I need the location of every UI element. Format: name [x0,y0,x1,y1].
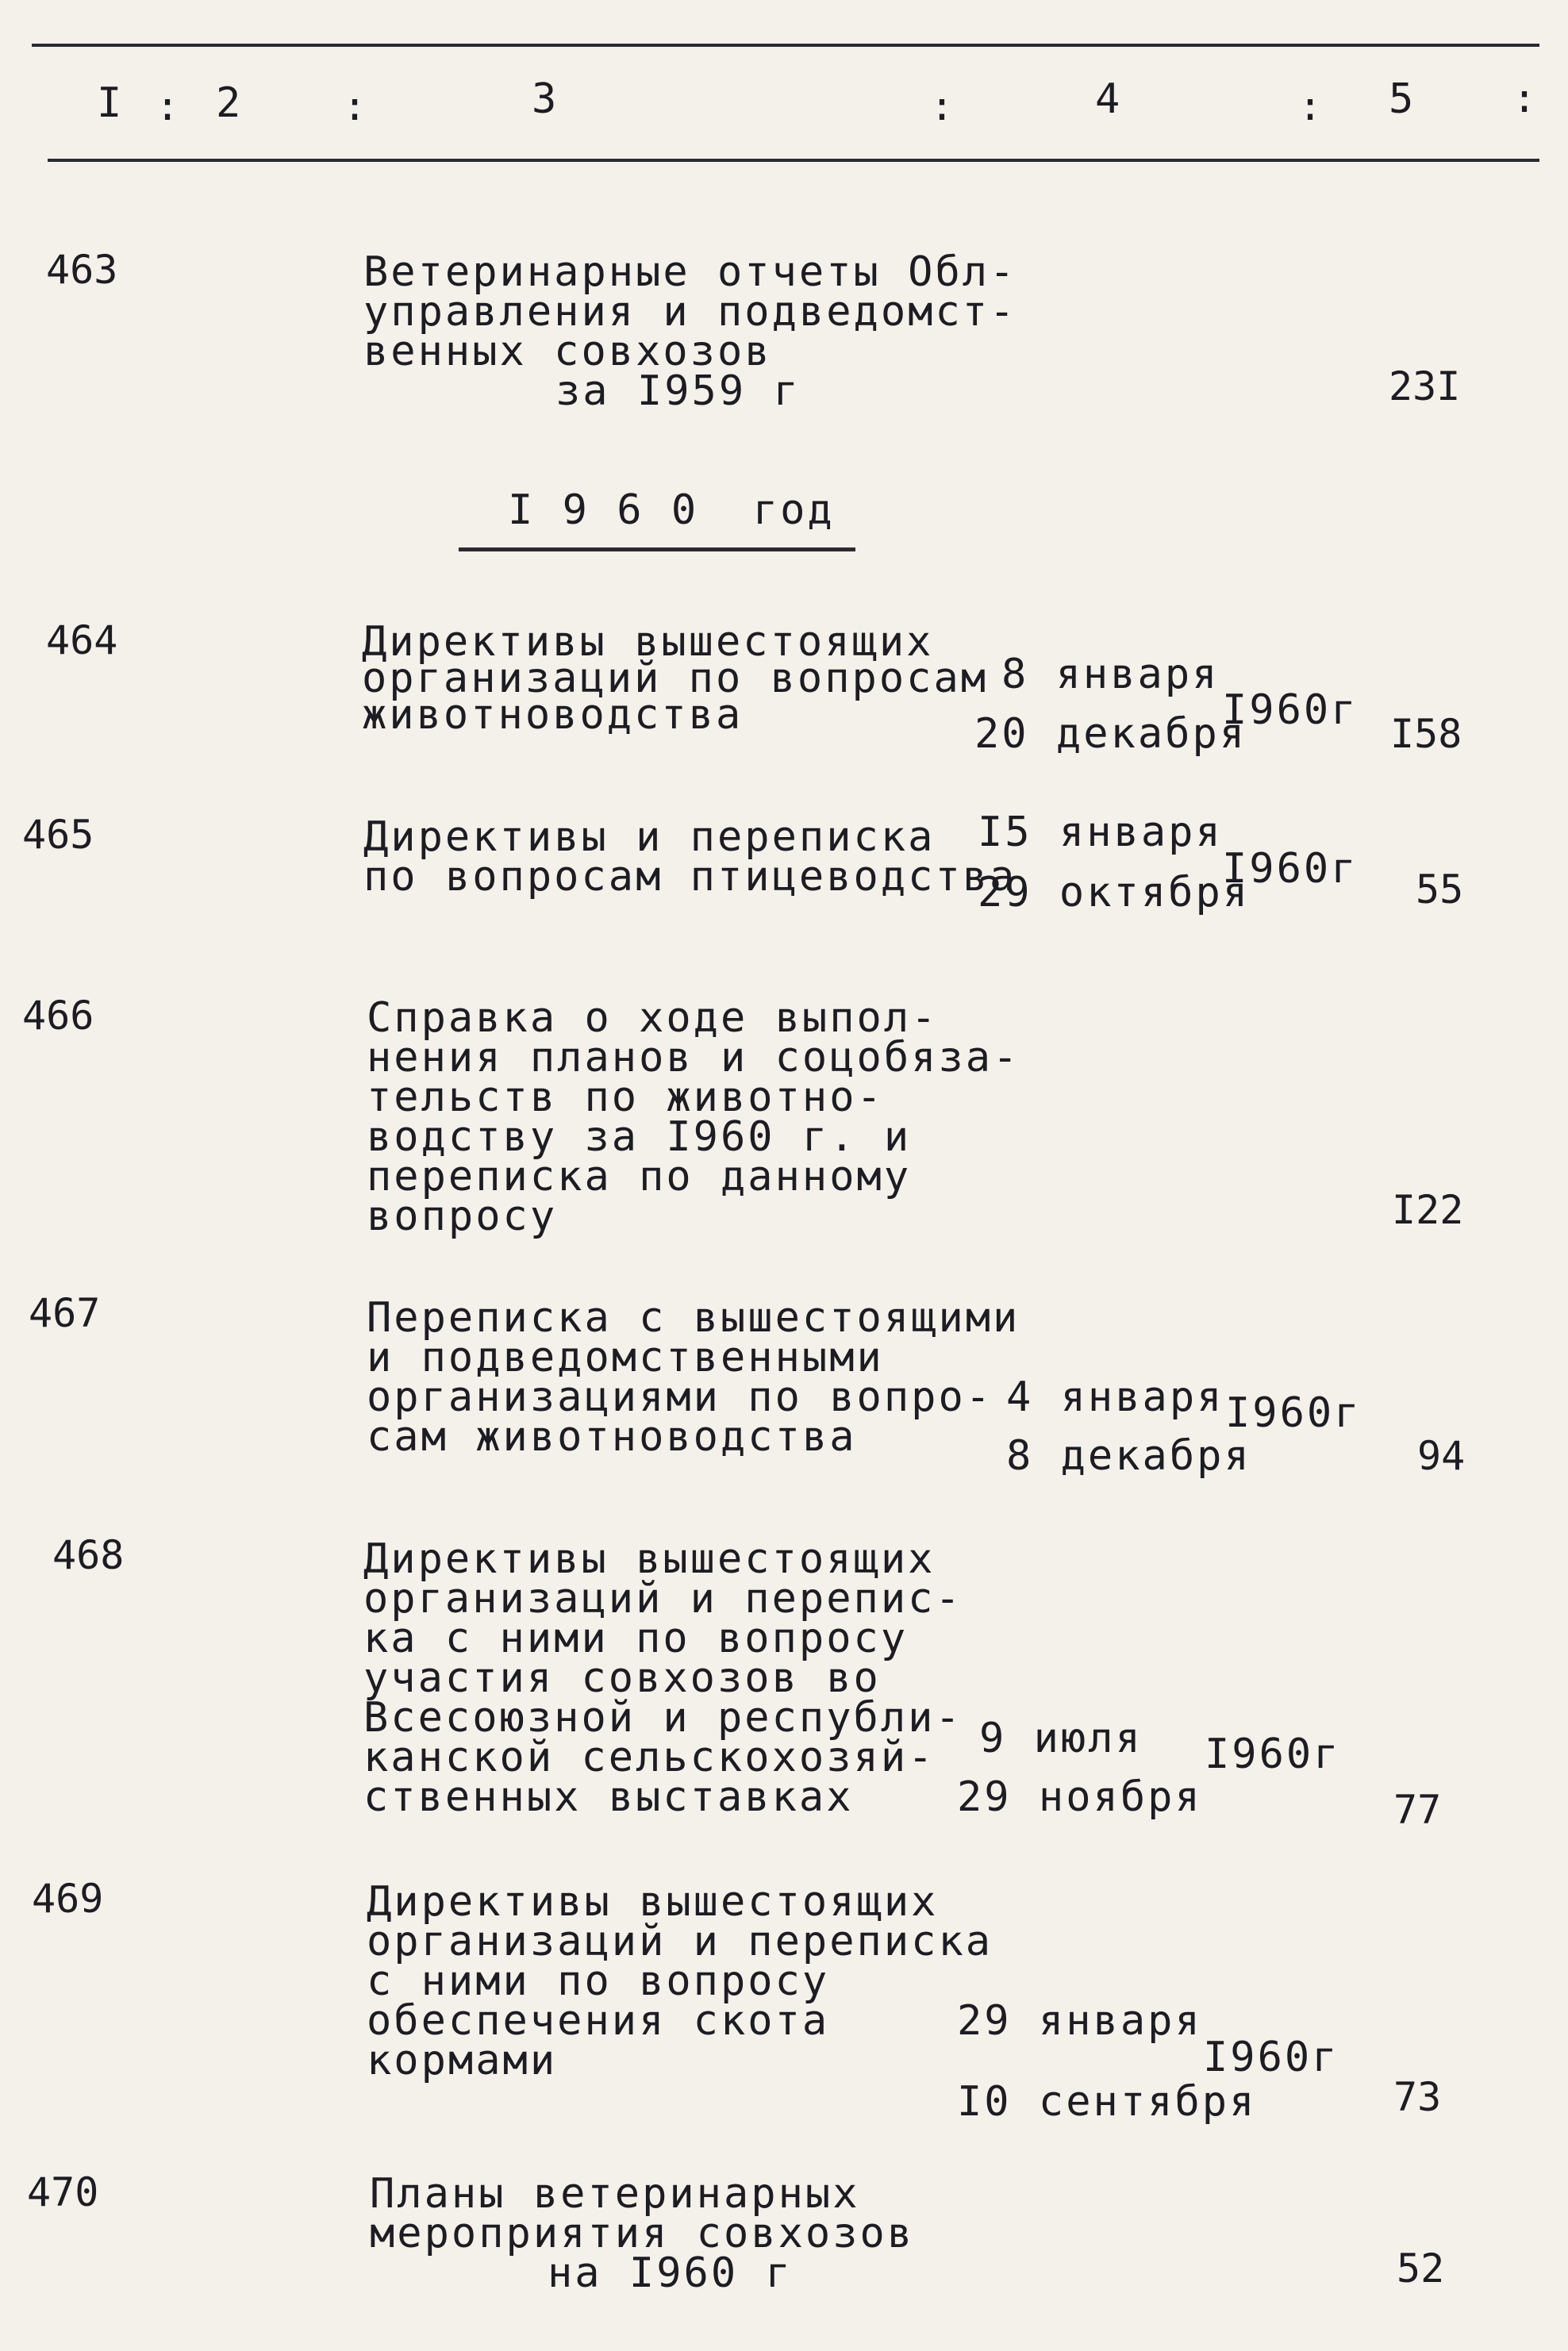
record-number: 464 [46,617,118,663]
record-number: 463 [46,247,118,293]
record-number: 466 [22,993,94,1039]
column-header-2: 2 [216,79,244,127]
header-top-rule [32,44,1539,47]
record-title-line: организаций по вопросам [362,655,989,702]
record-title-line: ственных выставках [363,1773,854,1821]
record-title-line: организациями по вопро- [367,1373,993,1421]
record-title-line: Директивы и переписка [363,813,936,861]
record-date-end: 29 октября [978,869,1251,916]
record-date-end: 20 декабря [974,710,1247,758]
column-header-4: 4 [1095,75,1123,123]
record-title-line: тельств по животно- [367,1074,884,1121]
record-title-line: Планы ветеринарных [370,2170,860,2218]
record-year: I960г [1205,1731,1341,1778]
record-sheet-count: I22 [1392,1187,1464,1233]
record-title-line: нения планов и соцобяза- [367,1034,1020,1081]
column-separator: : [156,83,180,129]
section-year-underline [459,547,855,551]
record-number: 470 [27,2169,99,2215]
record-title-line: управления и подведомст- [363,288,1017,336]
record-title-line: с ними по вопросу [367,1957,830,2005]
column-separator: : [930,83,955,129]
record-title-line: Директивы вышестоящих [363,1535,936,1583]
header-bottom-rule [48,159,1539,162]
record-title-line: водству за I960 г. и [367,1113,912,1161]
record-date-start: I5 января [978,809,1223,856]
record-title-line: участия совхозов во [363,1654,881,1702]
record-date-end: I0 сентября [957,2078,1257,2126]
record-sheet-count: 94 [1417,1433,1466,1479]
column-header-3: 3 [532,75,559,123]
record-date-end: 29 ноября [957,1773,1202,1821]
record-title-line: Ветеринарные отчеты Обл- [363,248,1017,296]
record-year: I960г [1225,1389,1362,1437]
record-date-start: 8 января [1001,651,1220,698]
record-title-line: на I960 г [548,2249,793,2297]
record-title-line: венных совхозов [363,328,772,375]
record-title-line: мероприятия совхозов [370,2210,915,2257]
column-separator: : [1298,83,1323,129]
record-title-line: ка с ними по вопросу [363,1615,909,1662]
record-date-start: 29 января [957,1997,1202,2045]
record-year: I960г [1222,686,1359,734]
record-sheet-count: 52 [1397,2245,1445,2291]
record-number: 469 [32,1876,104,1922]
record-title-line: кормами [367,2037,558,2084]
record-title-line: Переписка с вышестоящими [367,1294,1020,1342]
record-number: 467 [29,1290,101,1336]
record-date-start: 9 июля [979,1715,1143,1762]
record-title-line: сам животноводства [367,1413,857,1461]
record-title-line: канской сельскохозяй- [363,1734,936,1781]
record-sheet-count: 23I [1389,363,1461,409]
record-sheet-count: 73 [1393,2074,1442,2120]
column-header-5: 5 [1389,75,1416,123]
record-sheet-count: 55 [1416,866,1464,912]
record-sheet-count: I58 [1390,711,1462,757]
record-title-line: Справка о ходе выпол- [367,994,939,1042]
record-sheet-count: 77 [1393,1787,1442,1833]
record-title-line: по вопросам птицеводства [363,853,1017,901]
record-date-end: 8 декабря [1006,1432,1251,1480]
record-title-line: Директивы вышестоящих [362,618,934,666]
column-separator: : [1512,75,1537,121]
record-year: I960г [1203,2034,1339,2081]
column-separator: : [343,83,367,129]
record-title-line: обеспечения скота [367,1997,830,2045]
record-title-line: организаций и переписка [367,1918,993,1965]
record-title-line: переписка по данному [367,1153,912,1200]
record-title-line: организаций и перепис- [363,1575,963,1623]
record-title-line: Директивы вышестоящих [367,1878,939,1926]
record-number: 465 [22,812,94,858]
record-date-start: 4 января [1006,1373,1224,1421]
record-title-line: животноводства [362,691,744,739]
record-title-line: и подведомственными [367,1334,884,1381]
column-header-1: I [97,79,125,127]
record-title-line: Всесоюзной и республи- [363,1694,963,1742]
record-title-line: за I959 г [555,367,801,415]
record-title-line: вопросу [367,1193,558,1240]
section-year-title: I 9 6 0 год [508,486,835,534]
record-number: 468 [52,1532,125,1578]
record-year: I960г [1222,845,1359,893]
